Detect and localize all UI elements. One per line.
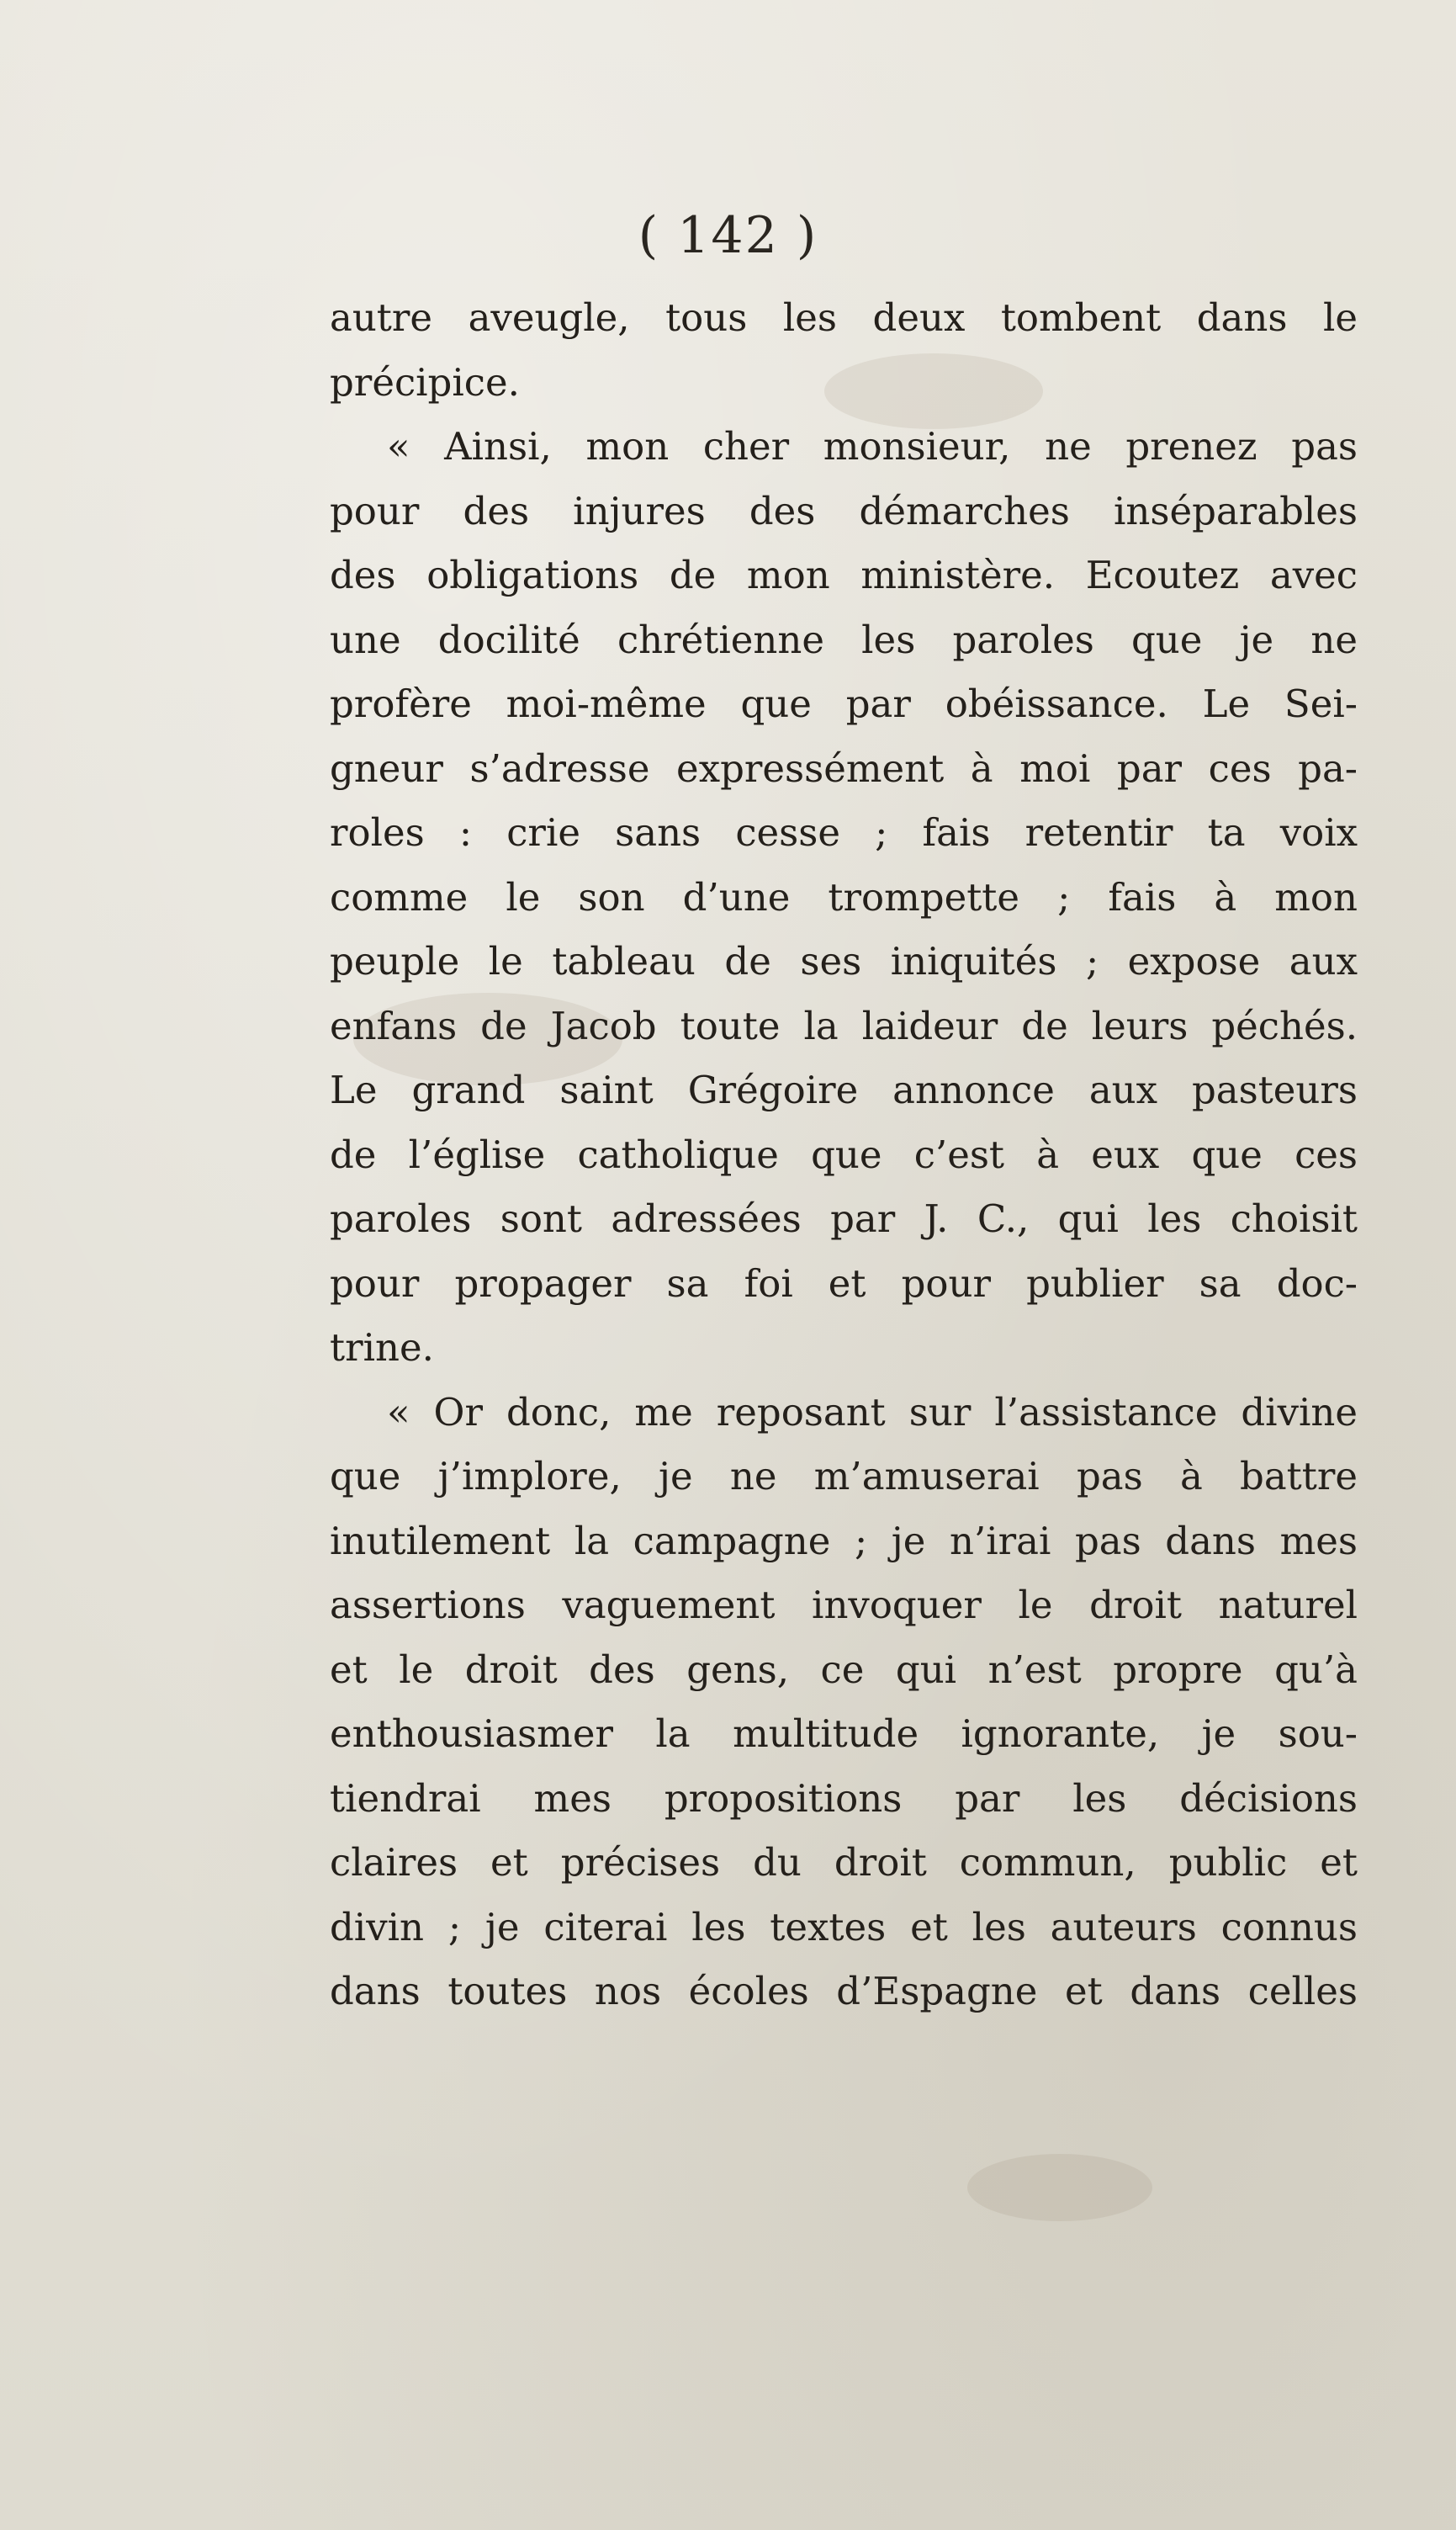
paper-stain	[967, 2154, 1152, 2221]
text-line: autre aveugle, tous les deux tombent dans le	[330, 295, 1358, 340]
text-line: des obligations de mon ministère. Ecoutez avec	[330, 553, 1358, 597]
text-line: pour propager sa foi et pour publier sa doc-	[330, 1260, 1358, 1306]
text-line: profère moi-même que par obéissance. Le Sei-	[330, 682, 1358, 726]
text-line: et le droit des gens, ce qui n’est propre qu’à	[330, 1647, 1358, 1692]
text-line: précipice.	[330, 359, 520, 405]
text-line: enthousiasmer la multitude ignorante, je sou-	[330, 1711, 1358, 1756]
text-line: une docilité chrétienne les paroles que je ne	[330, 617, 1358, 662]
text-line: paroles sont adressées par J. C., qui les choisit	[330, 1196, 1358, 1241]
text-line: comme le son d’une trompette ; fais à mon	[330, 874, 1358, 920]
body-text	[330, 286, 1358, 2024]
text-line: « Or donc, me reposant sur l’assistance divine	[387, 1389, 1358, 1435]
text-line: divin ; je citerai les textes et les auteurs connus	[330, 1904, 1358, 1949]
text-line: tiendrai mes propositions par les décisions	[330, 1775, 1358, 1821]
text-line: peuple le tableau de ses iniquités ; expose aux	[330, 939, 1358, 984]
text-line: trine.	[330, 1325, 434, 1370]
text-line: claires et précises du droit commun, public et	[330, 1840, 1358, 1885]
page-number: ( 142 )	[638, 206, 818, 265]
text-line: dans toutes nos écoles d’Espagne et dans celles	[330, 1969, 1358, 2013]
text-line: pour des injures des démarches inséparables	[330, 488, 1358, 533]
text-line: enfans de Jacob toute la laideur de leurs péchés.	[330, 1003, 1358, 1048]
text-line: que j’implore, je ne m’amuserai pas à battre	[330, 1454, 1358, 1498]
text-line: assertions vaguement invoquer le droit naturel	[330, 1583, 1358, 1627]
text-line: Le grand saint Grégoire annonce aux pasteurs	[330, 1068, 1358, 1112]
text-line: de l’église catholique que c’est à eux que ces	[330, 1132, 1358, 1177]
text-line: « Ainsi, mon cher monsieur, ne prenez pas	[387, 424, 1358, 469]
text-line: roles : crie sans cesse ; fais retentir ta voix	[330, 810, 1358, 855]
text-line: gneur s’adresse expressément à moi par ces pa-	[330, 745, 1358, 791]
text-line: inutilement la campagne ; je n’irai pas dans mes	[330, 1518, 1358, 1563]
